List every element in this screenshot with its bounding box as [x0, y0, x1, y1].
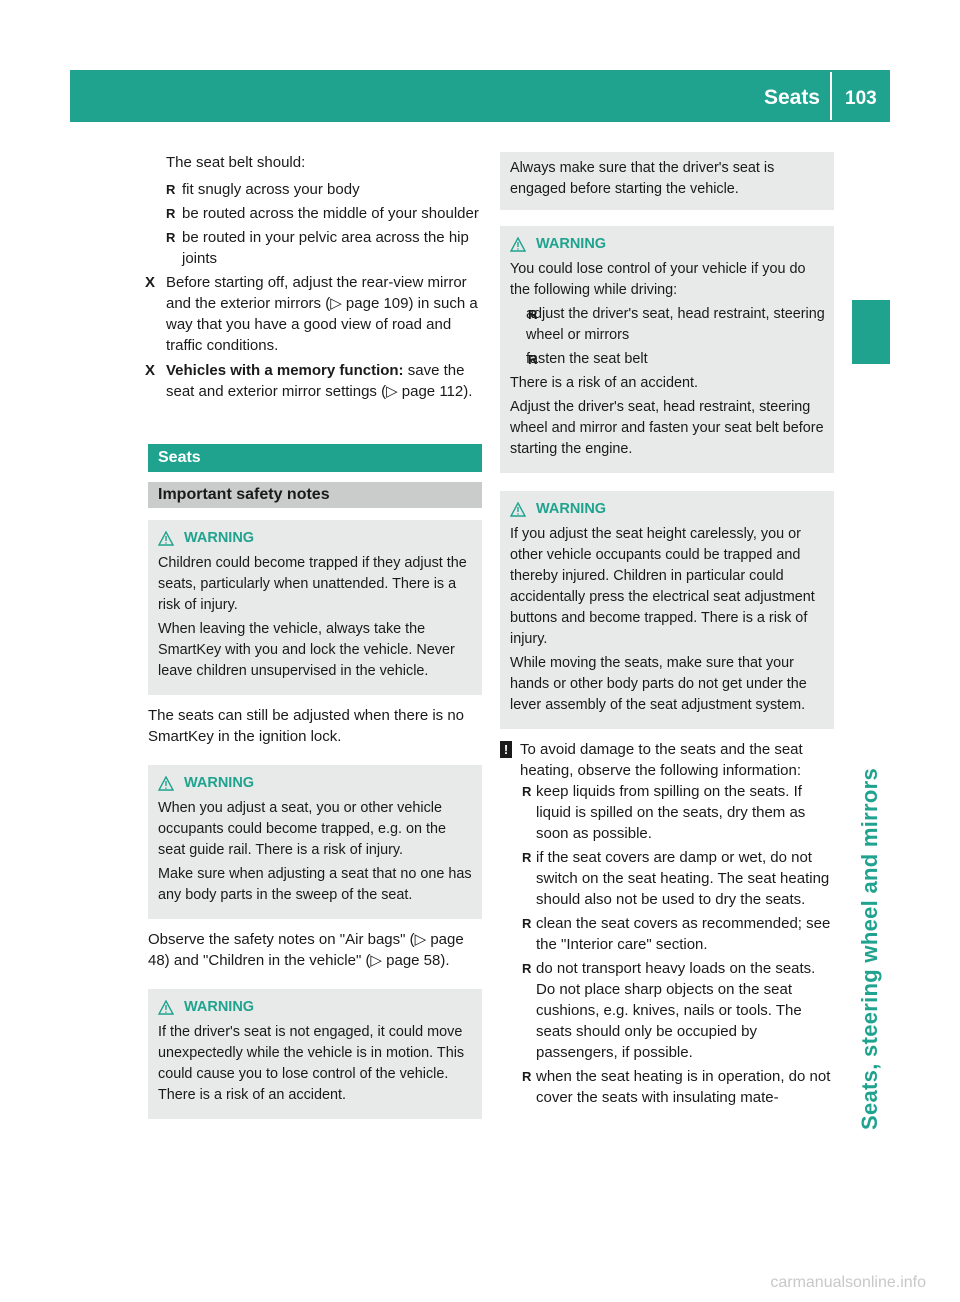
- right-column: [500, 152, 834, 1111]
- body-paragraph: The seats can still be adjusted when there is no SmartKey in the ignition lock.: [148, 707, 465, 745]
- notice-text: To avoid damage to the seats and the seat heating, observe the following information:: [520, 741, 803, 779]
- warning-header: [158, 997, 474, 1018]
- info-text: Always make sure that the driver's seat is engaged before starting the vehicle.: [510, 160, 775, 197]
- left-column: [145, 152, 482, 1119]
- warning-triangle-icon: [510, 237, 526, 252]
- list-item: R when the seat heating is in operation, do not cover the seats with insulating mate-: [500, 1066, 834, 1108]
- warning-label: WARNING: [184, 530, 255, 546]
- notice-exclamation-icon: !: [500, 741, 512, 758]
- belt-intro: The seat belt should:: [166, 154, 306, 171]
- warning-box: [500, 491, 834, 729]
- warning-header: [510, 499, 826, 520]
- warning-box: [148, 520, 482, 695]
- warning-header: [158, 773, 474, 794]
- header-section-title: Seats: [763, 86, 820, 109]
- warning-header: [510, 234, 826, 255]
- list-item: R clean the seat covers as recommended; see the "Interior care" section.: [500, 913, 834, 955]
- warning-text: Children could become trapped if they adjust the seats, particularly when unattended. There is a risk of injury.: [158, 555, 467, 613]
- instruction-mirrors: [145, 272, 482, 356]
- page-number: 103: [845, 88, 877, 109]
- section-heading: Seats: [148, 444, 482, 472]
- instruction-marker-icon: X: [145, 362, 156, 379]
- warning-label: WARNING: [536, 236, 607, 252]
- side-chapter-label: Seats, steering wheel and mirrors: [857, 767, 882, 1130]
- warning-text: Make sure when adjusting a seat that no one has any body parts in the sweep of the seat.: [158, 866, 472, 903]
- footer-watermark: carmanualsonline.info: [770, 1274, 926, 1291]
- warning-header: [158, 528, 474, 549]
- list-item-text: fasten the seat belt: [526, 351, 648, 367]
- notice-paragraph: [500, 739, 834, 781]
- warning-text: If you adjust the seat height carelessly, you or other vehicle occupants could be trapped and thereby injured. Children in particular could accidentally press the electrical seat adjustment buttons and become trapped. There is a risk of injury.: [510, 526, 815, 647]
- warning-triangle-icon: [158, 1000, 174, 1015]
- warning-triangle-icon: [158, 776, 174, 791]
- list-item: R be routed in your pelvic area across the hip joints: [148, 227, 482, 269]
- list-item: [510, 304, 826, 346]
- list-item: R do not transport heavy loads on the seats. Do not place sharp objects on the seat cushions, e.g. knives, nails or tools. The seats should only be occupied by passengers, if possible.: [500, 958, 834, 1063]
- instruction-text: save the seat and exterior mirror settings (▷ page 112).: [166, 362, 473, 400]
- body-paragraph: Observe the safety notes on "Air bags" (▷ page 48) and "Children in the vehicle" (▷ page 58).: [148, 931, 464, 969]
- warning-text: If the driver's seat is not engaged, it could move unexpectedly while the vehicle is in motion. This could cause you to lose control of the vehicle. There is a risk of an accident.: [158, 1024, 465, 1103]
- list-item: [510, 349, 826, 370]
- instruction-memory: [145, 360, 482, 402]
- list-item: R keep liquids from spilling on the seats. If liquid is spilled on the seats, dry them as soon as possible.: [500, 781, 834, 844]
- instruction-text: Before starting off, adjust the rear-view mirror and the exterior mirrors (▷ page 109) in such a way that you have a good view of road and traffic conditions.: [166, 274, 478, 354]
- warning-triangle-icon: [510, 502, 526, 517]
- instruction-bold: Vehicles with a memory function:: [166, 362, 404, 379]
- warning-text: When leaving the vehicle, always take the SmartKey with you and lock the vehicle. Never leave children unsupervised in the vehicle.: [158, 621, 455, 679]
- warning-text: While moving the seats, make sure that your hands or other body parts do not get under the lever assembly of the seat adjustment system.: [510, 655, 807, 713]
- warning-box: [148, 989, 482, 1119]
- side-tab: [852, 300, 890, 364]
- warning-text: There is a risk of an accident.: [510, 375, 698, 391]
- warning-label: WARNING: [536, 501, 607, 517]
- info-box: [500, 152, 834, 210]
- warning-text: When you adjust a seat, you or other vehicle occupants could become trapped, e.g. on the seat guide rail. There is a risk of injury.: [158, 800, 447, 858]
- list-item: R if the seat covers are damp or wet, do not switch on the seat heating. The seat heating should also not be used to dry the seats.: [500, 847, 834, 910]
- list-item-text: adjust the driver's seat, head restraint, steering wheel or mirrors: [526, 306, 825, 343]
- warning-text: Adjust the driver's seat, head restraint, steering wheel and mirror and fasten your seat belt before starting the engine.: [510, 399, 824, 457]
- subsection-heading: Important safety notes: [148, 482, 482, 508]
- list-item: R be routed across the middle of your shoulder: [148, 203, 482, 224]
- warning-text: You could lose control of your vehicle if you do the following while driving:: [510, 261, 806, 298]
- list-item: R fit snugly across your body: [148, 179, 482, 200]
- warning-label: WARNING: [184, 775, 255, 791]
- warning-box: [500, 226, 834, 473]
- warning-triangle-icon: [158, 531, 174, 546]
- warning-label: WARNING: [184, 999, 255, 1015]
- instruction-marker-icon: X: [145, 274, 156, 291]
- warning-box: [148, 765, 482, 919]
- header-divider: [830, 72, 832, 120]
